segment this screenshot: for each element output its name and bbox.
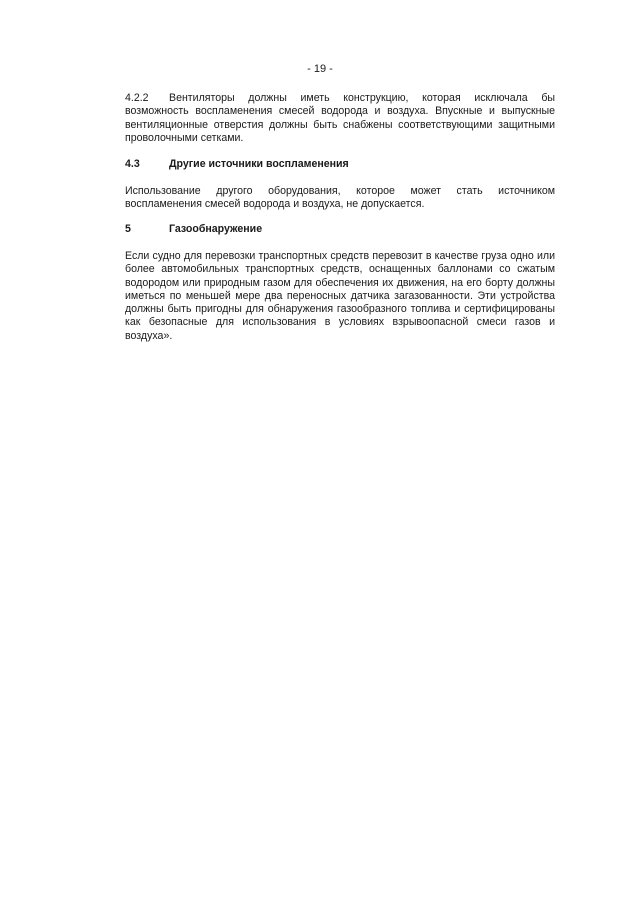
page-number: - 19 - <box>307 63 333 75</box>
paragraph-number: 4.2.2 <box>125 92 149 104</box>
paragraph-text: Вентиляторы должны иметь конструкцию, которая исключала бы возможность воспламенения смесей водорода и воздуха. Впускные и выпускные вентиляционные отверстия должны быть снабжены соответствующими защитными проволочными сетками. <box>125 92 555 144</box>
section-heading-5 <box>125 223 555 236</box>
section-heading-4-3 <box>125 158 555 171</box>
paragraph-5: Если судно для перевозки транспортных средств перевозит в качестве груза одно или более автомобильных транспортных средств, оснащенных баллонами со сжатым водородом или природным газом для обеспечения их движения, на его борту должны иметься по меньшей мере два переносных датчика загазованности. Эти устройства должны быть пригодны для обнаружения газообразного топлива и сертифицированы как безопасные для использования в условиях взрывоопасной смеси газов и воздуха». <box>125 250 555 342</box>
section-title: Другие источники воспламенения <box>169 158 349 170</box>
paragraph-4-2-2 <box>125 92 555 145</box>
section-number: 4.3 <box>125 158 140 170</box>
paragraph-4-3: Использование другого оборудования, которое может стать источником воспламенения смесей водорода и воздуха, не допускается. <box>125 185 555 211</box>
section-title: Газообнаружение <box>169 223 263 235</box>
section-number: 5 <box>125 223 131 235</box>
